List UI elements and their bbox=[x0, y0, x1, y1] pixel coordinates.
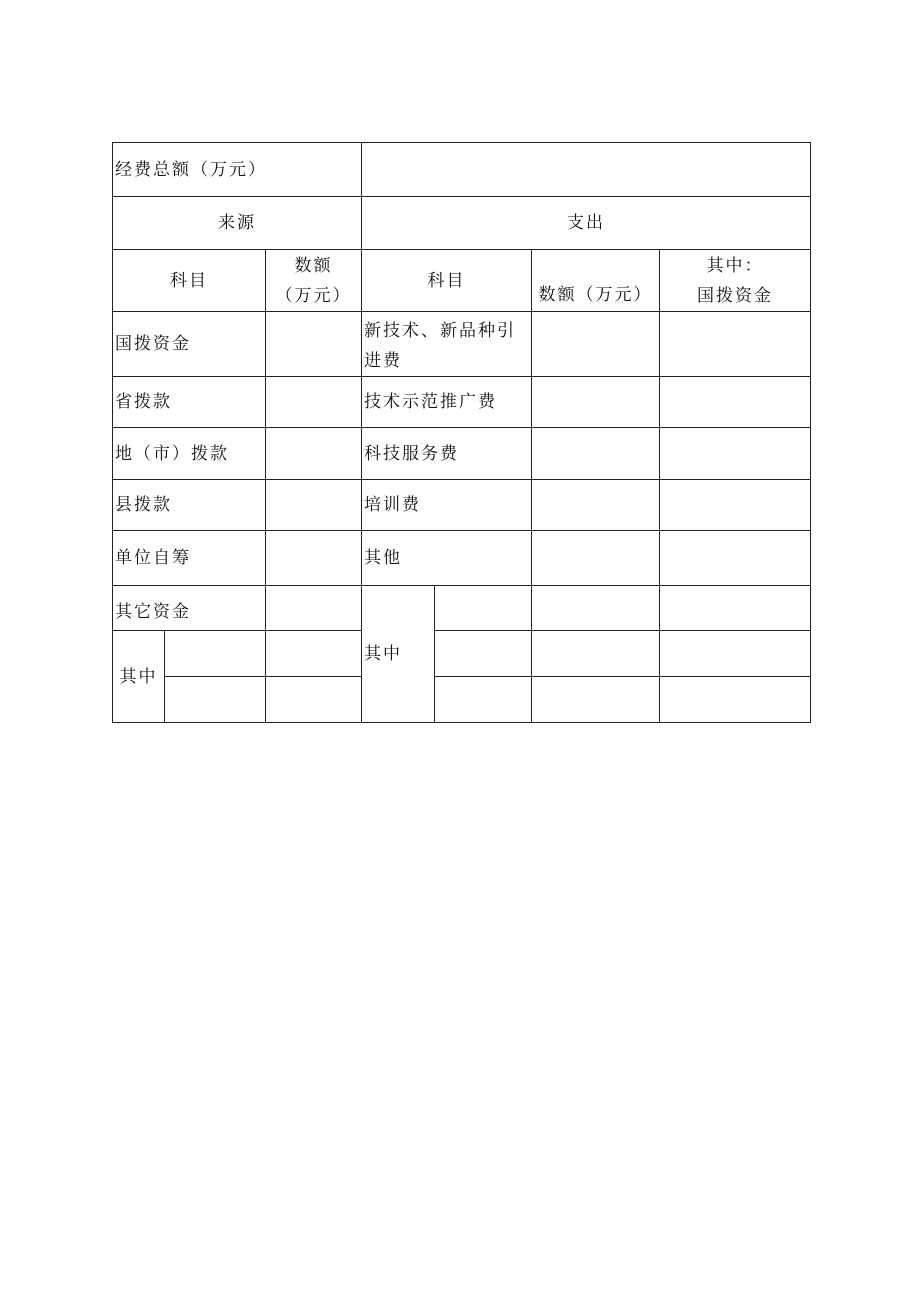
source-amount-cell[interactable] bbox=[266, 312, 362, 377]
source-item: 省拨款 bbox=[113, 377, 266, 428]
source-amount-cell[interactable] bbox=[266, 377, 362, 428]
expense-item: 科技服务费 bbox=[362, 428, 532, 480]
source-header: 来源 bbox=[113, 197, 362, 250]
source-item: 县拨款 bbox=[113, 480, 266, 531]
col-state-line2: 国拨资金 bbox=[697, 285, 774, 306]
table-row bbox=[113, 586, 811, 631]
col-amount-line2: （万元） bbox=[275, 285, 352, 306]
source-amount-cell[interactable] bbox=[266, 677, 362, 723]
source-amount-cell[interactable] bbox=[266, 631, 362, 677]
section-header-row bbox=[113, 197, 811, 250]
source-sub-label: 其中 bbox=[113, 631, 165, 723]
expense-state-cell[interactable] bbox=[660, 377, 811, 428]
expense-header: 支出 bbox=[362, 197, 811, 250]
table-row bbox=[113, 428, 811, 480]
expense-amount-cell[interactable] bbox=[532, 586, 660, 631]
col-amount-source bbox=[266, 250, 362, 312]
table-row bbox=[113, 480, 811, 531]
source-amount-cell[interactable] bbox=[266, 480, 362, 531]
expense-amount-cell[interactable] bbox=[532, 428, 660, 480]
expense-sub-label: 其中 bbox=[362, 586, 435, 723]
expense-state-cell[interactable] bbox=[660, 531, 811, 586]
expense-item: 培训费 bbox=[362, 480, 532, 531]
expense-state-cell[interactable] bbox=[660, 312, 811, 377]
col-state-line1: 其中： bbox=[706, 255, 764, 276]
col-state-fund bbox=[660, 250, 811, 312]
total-label: 经费总额（万元） bbox=[113, 143, 362, 197]
expense-sub-item-cell[interactable] bbox=[435, 631, 532, 677]
expense-amount-cell[interactable] bbox=[532, 312, 660, 377]
total-value-cell[interactable] bbox=[362, 143, 811, 197]
table-row bbox=[113, 377, 811, 428]
source-item: 国拨资金 bbox=[113, 312, 266, 377]
source-amount-cell[interactable] bbox=[266, 586, 362, 631]
expense-state-cell[interactable] bbox=[660, 428, 811, 480]
source-sub-item-cell[interactable] bbox=[165, 677, 266, 723]
expense-state-cell[interactable] bbox=[660, 480, 811, 531]
expense-sub-item-cell[interactable] bbox=[435, 586, 532, 631]
col-subject-source: 科目 bbox=[113, 250, 266, 312]
expense-amount-cell[interactable] bbox=[532, 377, 660, 428]
expense-state-cell[interactable] bbox=[660, 631, 811, 677]
expense-item: 其他 bbox=[362, 531, 532, 586]
expense-amount-cell[interactable] bbox=[532, 480, 660, 531]
source-item: 地（市）拨款 bbox=[113, 428, 266, 480]
expense-amount-cell[interactable] bbox=[532, 631, 660, 677]
column-header-row bbox=[113, 250, 811, 312]
source-amount-cell[interactable] bbox=[266, 428, 362, 480]
expense-state-cell[interactable] bbox=[660, 586, 811, 631]
budget-table bbox=[112, 142, 811, 723]
col-subject-expense: 科目 bbox=[362, 250, 532, 312]
expense-sub-item-cell[interactable] bbox=[435, 677, 532, 723]
expense-item: 技术示范推广费 bbox=[362, 377, 532, 428]
table-row bbox=[113, 631, 811, 677]
col-amount-expense: 数额（万元） bbox=[532, 250, 660, 312]
source-item: 其它资金 bbox=[113, 586, 266, 631]
total-row bbox=[113, 143, 811, 197]
expense-amount-cell[interactable] bbox=[532, 677, 660, 723]
expense-amount-cell[interactable] bbox=[532, 531, 660, 586]
table-row bbox=[113, 677, 811, 723]
col-amount-line1: 数额 bbox=[294, 255, 333, 276]
source-sub-item-cell[interactable] bbox=[165, 631, 266, 677]
table-row bbox=[113, 531, 811, 586]
table-row bbox=[113, 312, 811, 377]
expense-state-cell[interactable] bbox=[660, 677, 811, 723]
source-amount-cell[interactable] bbox=[266, 531, 362, 586]
expense-item: 新技术、新品种引进费 bbox=[362, 312, 532, 377]
source-item: 单位自筹 bbox=[113, 531, 266, 586]
